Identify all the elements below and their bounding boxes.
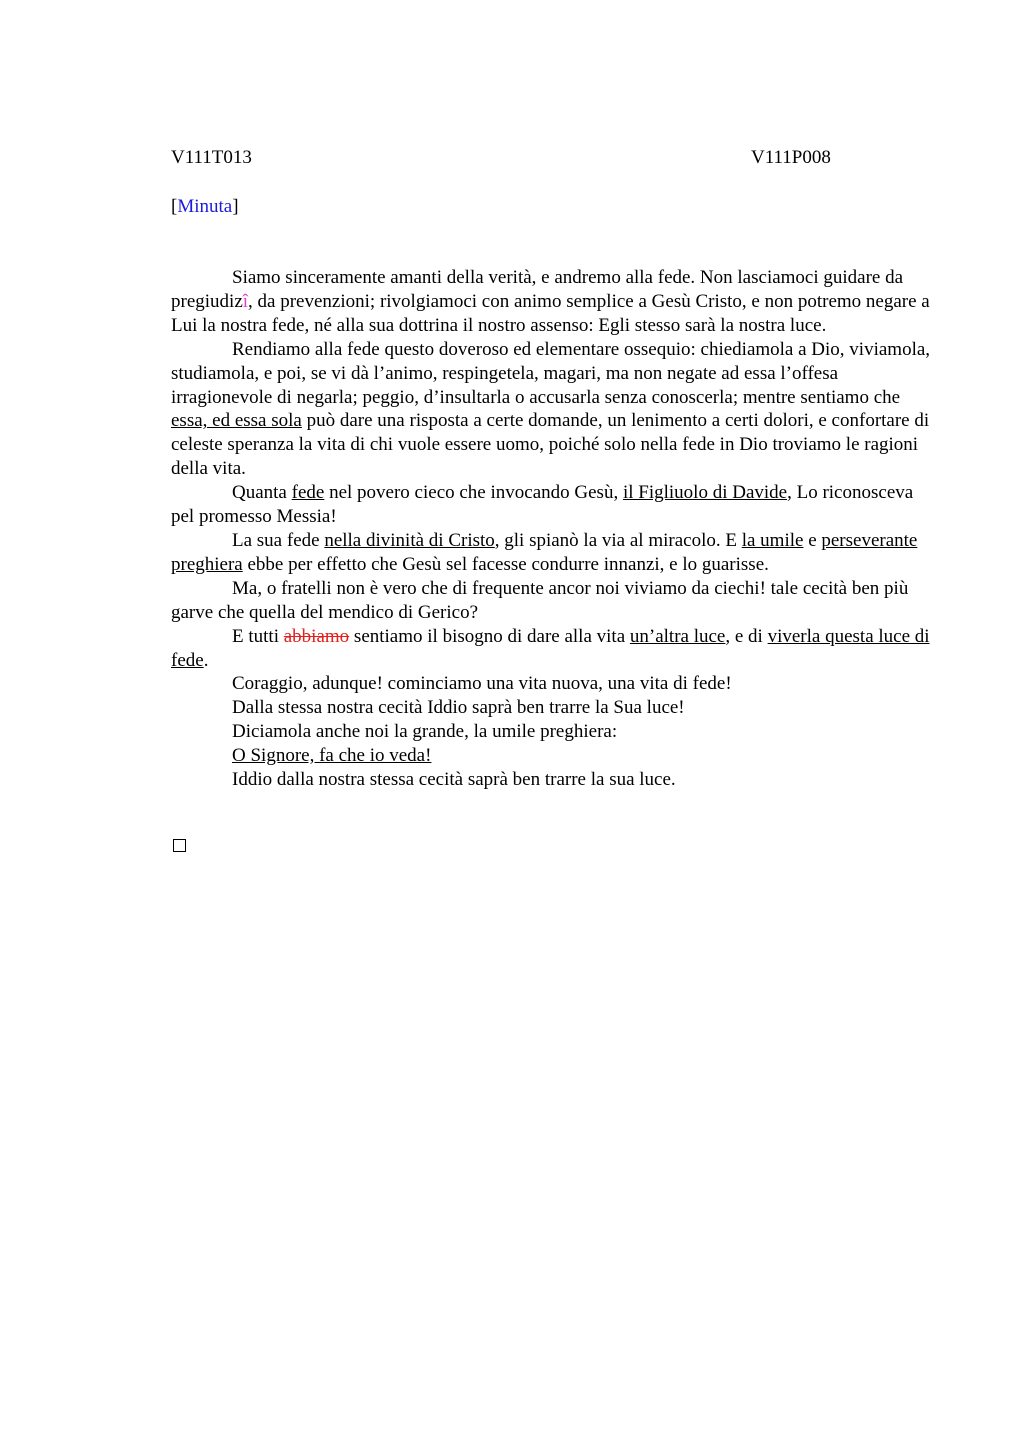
editorial-mark: î: [242, 290, 249, 312]
underlined-text: nella divinità di Cristo: [324, 529, 495, 551]
text-run: , da prevenzioni; rivolgiamoci con animo semplice a Gesù Cristo, e non potremo negare a Lui la nostra fede, né alla sua dottrina il nostro assenso: Egli stesso sarà la nostra luce.: [171, 290, 930, 336]
document-type: [171, 196, 239, 218]
text-run: , e di: [725, 625, 768, 647]
text-run: , gli spianò la via al miracolo. E: [494, 529, 742, 551]
paragraph-9: Diciamola anche noi la grande, la umile preghiera:: [232, 721, 618, 743]
document-body: [171, 266, 931, 792]
underlined-text: il Figliuolo di Davide: [622, 482, 788, 504]
underlined-text: perseverante: [821, 529, 918, 551]
underlined-text: fede: [291, 482, 325, 504]
underlined-text: O Signore, fa che io veda!: [232, 745, 432, 767]
document-code-left: V111T013: [171, 147, 252, 168]
paragraph-7: Coraggio, adunque! cominciamo una vita nuova, una vita di fede!: [232, 673, 732, 695]
text-run: La sua fede: [232, 529, 325, 551]
underlined-text: preghiera: [171, 553, 243, 575]
text-run: può dare una risposta a certe domande, un lenimento a certi dolori, e confortare di celeste speranza la vita di chi vuole essere uomo, poiché solo nella fede in Dio troviamo le ragioni della vita.: [171, 410, 930, 480]
text-run: Ma, o fratelli non è vero che di frequente ancor noi viviamo da ciechi! tale cecità ben più garve che quella del mendico di Gerico?: [171, 577, 909, 623]
paragraph-2: [171, 338, 931, 481]
underlined-text: la umile: [741, 529, 804, 551]
open-bracket: [: [171, 196, 178, 217]
text-run: e: [803, 529, 822, 551]
paragraph-6: [171, 625, 931, 673]
paragraph-5: [171, 577, 931, 625]
paragraph-1: [171, 266, 931, 338]
text-run: , Lo riconosceva pel promesso Messia!: [171, 482, 914, 528]
underlined-text: un’altra luce: [629, 625, 726, 647]
text-run: nel povero cieco che invocando Gesù,: [324, 482, 623, 504]
underlined-text: essa, ed essa sola: [171, 410, 302, 432]
deleted-text: abbiamo: [283, 625, 350, 647]
close-bracket: ]: [232, 196, 239, 217]
text-run: ebbe per effetto che Gesù sel facesse condurre innanzi, e lo guarisse.: [242, 553, 769, 575]
paragraph-10: [171, 744, 931, 768]
text-run: E tutti: [232, 625, 284, 647]
paragraph-8: Dalla stessa nostra cecità Iddio saprà ben trarre la Sua luce!: [232, 697, 685, 719]
underlined-text: viverla questa luce di fede: [171, 625, 930, 671]
end-of-document-box: [173, 839, 186, 852]
document-code-right: V111P008: [751, 147, 831, 168]
text-run: Quanta: [232, 482, 292, 504]
paragraph-4: [171, 529, 931, 577]
document-type-label: Minuta: [177, 196, 233, 217]
text-run: Siamo sinceramente amanti della verità, e andremo alla fede. Non lasciamoci guidare da pregiudiz: [171, 267, 904, 312]
text-run: sentiamo il bisogno di dare alla vita: [349, 625, 630, 647]
text-run: Rendiamo alla fede questo doveroso ed elementare ossequio: chiediamola a Dio, viviamola, studiamola, e poi, se vi dà l’animo, respingetela, magari, ma non negate ad essa l’offesa irragionevole di negarla; peggio, d’insultarla o accusarla senza conoscerla; mentre sentiamo che: [171, 338, 931, 408]
paragraph-11: Iddio dalla nostra stessa cecità saprà ben trarre la sua luce.: [232, 769, 676, 791]
paragraph-3: [171, 481, 931, 529]
text-run: .: [203, 649, 209, 671]
